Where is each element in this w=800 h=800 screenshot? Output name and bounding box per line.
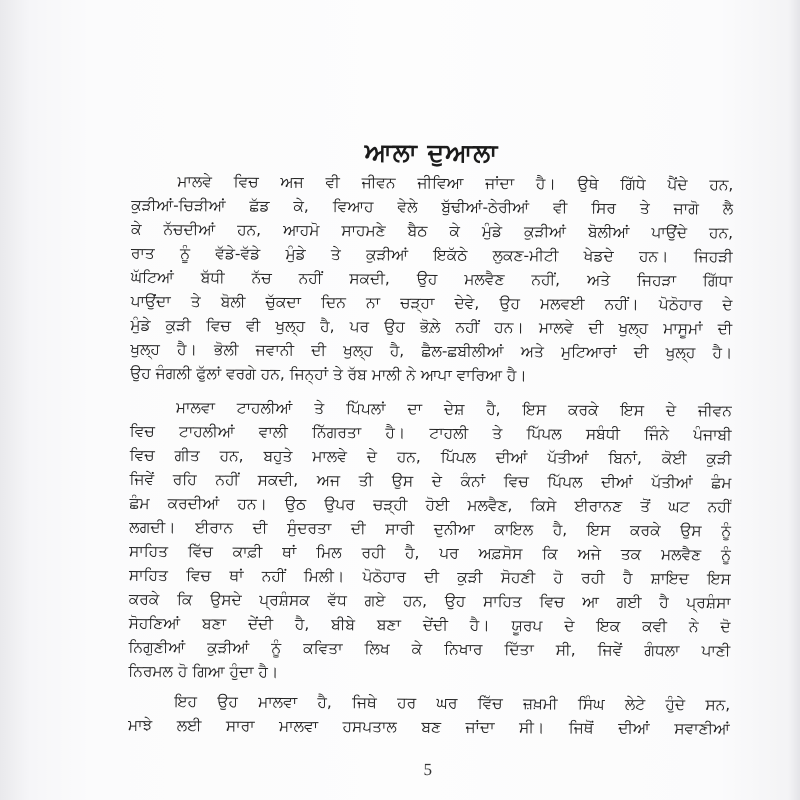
page-number: 5 xyxy=(423,759,433,780)
text-line: ਲਗਦੀ। ਈਰਾਨ ਦੀ ਸੁੰਦਰਤਾ ਦੀ ਸਾਰੀ ਦੁਨੀਆ ਕਾਇਲ ਹੈ, ਇਸ ਕਰਕੇ ਉਸ ਨੂੰ xyxy=(129,518,732,540)
text-line: ਨਿਰਮਲ ਹੋ ਗਿਆ ਹੁੰਦਾ ਹੈ। xyxy=(128,662,279,682)
paragraph-1 xyxy=(130,172,734,385)
text-line: ਰਾਤ ਨੂੰ ਵੱਡੇ-ਵੱਡੇ ਮੁੰਡੇ ਤੇ ਕੁੜੀਆਂ ਇਕੱਠੇ ਲੁਕਣ-ਮੀਟੀ ਖੇਡਦੇ ਹਨ। ਜਿਹੜੀ xyxy=(130,244,733,266)
text-line: ਵਿਚ ਟਾਹਲੀਆਂ ਵਾਲੀ ਨਿੱਗਰਤਾ ਹੈ। ਟਾਹਲੀ ਤੇ ਪਿੱਪਲ ਸਬੰਧੀ ਜਿੰਨੇ ਪੰਜਾਬੀ xyxy=(129,422,732,444)
text-line: ਕੇ ਨੱਚਦੀਆਂ ਹਨ, ਆਹਮੋ ਸਾਹਮਣੇ ਬੈਠ ਕੇ ਮੁੰਡੇ ਕੁੜੀਆਂ ਬੋਲੀਆਂ ਪਾਉਂਦੇ ਹਨ, xyxy=(130,220,734,242)
paragraph-3 xyxy=(127,692,731,738)
text-line: ਇਹ ਉਹ ਮਾਲਵਾ ਹੈ, ਜਿਥੇ ਹਰ ਘਰ ਵਿੱਚ ਜ਼ਖ਼ਮੀ ਸਿੰਘ ਲੇਟੇ ਹੁੰਦੇ ਸਨ, xyxy=(174,692,731,714)
text-line: ਸਾਹਿਤ ਵਿਚ ਥਾਂ ਨਹੀਂ ਮਿਲੀ। ਪੋਠੋਹਾਰ ਦੀ ਕੁੜੀ ਸੋਹਣੀ ਹੋ ਰਹੀ ਹੈ ਸ਼ਾਇਦ ਇਸ xyxy=(128,566,731,588)
text-line: ਜਿਵੇਂ ਰਹਿ ਨਹੀਂ ਸਕਦੀ, ਅਜ ਤੀ ਉਸ ਦੇ ਕੰਨਾਂ ਵਿਚ ਪਿੱਪਲ ਦੀਆਂ ਪੱਤੀਆਂ ਛੰਮ xyxy=(129,470,732,492)
text-line: ਖੁਲ੍ਹ ਹੈ। ਭੋਲੀ ਜਵਾਨੀ ਦੀ ਖੁਲ੍ਹ ਹੈ, ਛੈਲ-ਛਬੀਲੀਆਂ ਅਤੇ ਮੁਟਿਆਰਾਂ ਦੀ ਖੁਲ੍ਹ ਹੈ। xyxy=(130,340,733,362)
text-line: ਛੰਮ ਕਰਦੀਆਂ ਹਨ। ਉਠ ਉਪਰ ਚੜ੍ਹੀ ਹੋਈ ਮਲਵੈਣ, ਕਿਸੇ ਈਰਾਨਣ ਤੋਂ ਘਟ ਨਹੀਂ xyxy=(129,494,732,516)
text-line: ਮੁੰਡੇ ਕੁੜੀ ਵਿਚ ਵੀ ਖੁਲ੍ਹ ਹੈ, ਪਰ ਉਹ ਭੋਲ਼ੇ ਨਹੀਂ ਹਨ। ਮਾਲਵੇ ਦੀ ਖੁਲ੍ਹ ਮਾਸੂਮਾਂ ਦੀ xyxy=(130,316,733,338)
text-line: ਮਾਲਵਾ ਟਾਹਲੀਆਂ ਤੇ ਪਿੱਪਲਾਂ ਦਾ ਦੇਸ਼ ਹੈ, ਇਸ ਕਰਕੇ ਇਸ ਦੇ ਜੀਵਨ xyxy=(175,398,732,420)
text-line: ਕਰਕੇ ਕਿ ਉਸਦੇ ਪ੍ਰਸ਼ੰਸਕ ਵੱਧ ਗਏ ਹਨ, ਉਹ ਸਾਹਿਤ ਵਿਚ ਆ ਗਈ ਹੈ ਪ੍ਰਸ਼ੰਸਾ xyxy=(128,590,731,612)
text-line: ਵਿਚ ਗੀਤ ਹਨ, ਬਹੁਤੇ ਮਾਲਵੇ ਦੇ ਹਨ, ਪਿੱਪਲ ਦੀਆਂ ਪੱਤੀਆਂ ਬਿਨਾਂ, ਕੋਈ ਕੁੜੀ xyxy=(129,446,732,468)
page-edge xyxy=(788,0,800,800)
text-line: ਮਾਝੇ ਲਈ ਸਾਰਾ ਮਾਲਵਾ ਹਸਪਤਾਲ ਬਣ ਜਾਂਦਾ ਸੀ। ਜਿਥੋਂ ਦੀਆਂ ਸਵਾਣੀਆਂ xyxy=(127,716,731,738)
text-line: ਘੱਟਿਆਂ ਬੱਧੀ ਨੱਚ ਨਹੀਂ ਸਕਦੀ, ਉਹ ਮਲਵੈਣ ਨਹੀਂ, ਅਤੇ ਜਿਹੜਾ ਗਿੱਧਾ xyxy=(130,268,733,290)
text-line: ਸਾਹਿਤ ਵਿੱਚ ਕਾਫ਼ੀ ਥਾਂ ਮਿਲ ਰਹੀ ਹੈ, ਪਰ ਅਫ਼ਸੋਸ ਕਿ ਅਜੇ ਤਕ ਮਲਵੈਣ ਨੂੰ xyxy=(129,542,732,564)
chapter-title: ਆਲਾ ਦੁਆਲਾ xyxy=(364,137,499,168)
paragraph-2 xyxy=(128,398,732,682)
book-page xyxy=(94,0,767,800)
text-line: ਨਿਗੁਣੀਆਂ ਕੁੜੀਆਂ ਨੂੰ ਕਵਿਤਾ ਲਿਖ ਕੇ ਨਿਖਾਰ ਦਿੱਤਾ ਸੀ, ਜਿਵੇਂ ਗੰਧਲਾ ਪਾਣੀ xyxy=(128,638,731,660)
text-line: ਕੁੜੀਆਂ-ਚਿੜੀਆਂ ਛੱਡ ਕੇ, ਵਿਆਹ ਵੇਲੇ ਬੁੱਢੀਆਂ-ਠੇਰੀਆਂ ਵੀ ਸਿਰ ਤੇ ਜਾਗੋ ਲੈ xyxy=(131,196,734,218)
text-line: ਮਾਲਵੇ ਵਿਚ ਅਜ ਵੀ ਜੀਵਨ ਜੀਵਿਆ ਜਾਂਦਾ ਹੈ। ਉਥੇ ਗਿੱਧੇ ਪੈਂਦੇ ਹਨ, xyxy=(177,172,734,194)
text-line: ਉਹ ਜੰਗਲੀ ਫੁੱਲਾਂ ਵਰਗੇ ਹਨ, ਜਿਨ੍ਹਾਂ ਤੇ ਰੱਬ ਮਾਲੀ ਨੇ ਆਪਾ ਵਾਰਿਆ ਹੈ। xyxy=(130,364,527,385)
text-line: ਸੋਹਣਿਆਂ ਬਣਾ ਦੇਂਦੀ ਹੈ, ਬੀਬੇ ਬਣਾ ਦੇਂਦੀ ਹੈ। ਯੂਰਪ ਦੇ ਇਕ ਕਵੀ ਨੇ ਦੋ xyxy=(128,614,731,636)
text-line: ਪਾਉਂਦਾ ਤੇ ਬੋਲੀ ਚੁੱਕਦਾ ਦਿਨ ਨਾ ਚੜ੍ਹਾ ਦੇਵੇ, ਉਹ ਮਲਵਈ ਨਹੀਂ। ਪੋਠੋਹਾਰ ਦੇ xyxy=(130,292,733,314)
